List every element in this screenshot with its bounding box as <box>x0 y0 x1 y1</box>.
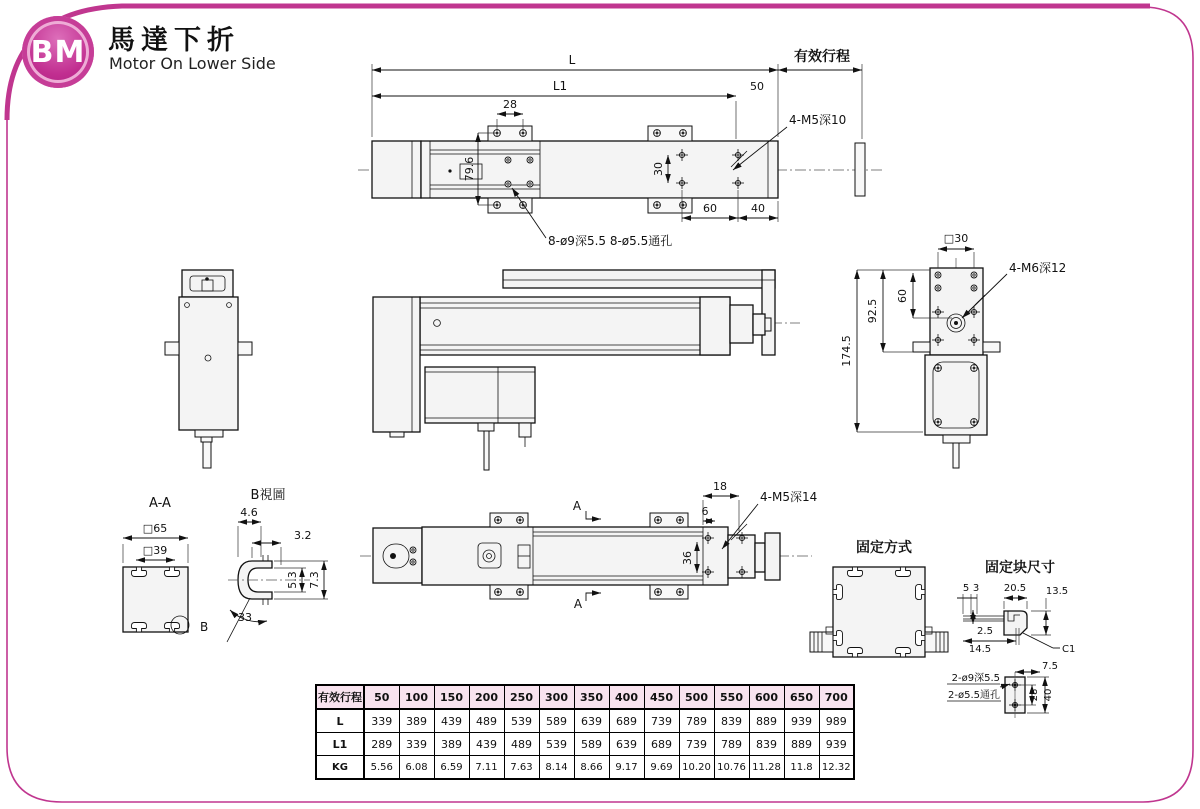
table-cell: 7.11 <box>469 756 504 780</box>
table-cell: 889 <box>749 709 784 733</box>
dim-92-5: 92.5 <box>866 298 879 324</box>
table-cell: 550 <box>714 685 749 709</box>
table-row-L1 <box>316 733 854 756</box>
table-cell: 7.63 <box>504 756 539 780</box>
table-cell: 939 <box>784 709 819 733</box>
page-title: 馬達下折 <box>108 25 240 56</box>
view-b-title: B視圖 <box>250 488 286 503</box>
dim-28: 28 <box>503 98 517 111</box>
dim-7-5: 7.5 <box>1042 661 1058 672</box>
table-cell: 489 <box>504 733 539 756</box>
bm-logo-text: BM <box>30 34 86 70</box>
dim-14-5: 14.5 <box>968 644 992 655</box>
hole-callout-8xd9: 8-ø9深5.5 8-ø5.5通孔 <box>548 234 673 248</box>
table-cell: 12.32 <box>819 756 854 780</box>
thread-callout-m5x14: 4-M5深14 <box>760 490 818 504</box>
dim-28: 28 <box>1029 688 1040 702</box>
table-cell: 639 <box>574 709 609 733</box>
clamp-block-left <box>810 627 833 652</box>
table-cell: 739 <box>679 733 714 756</box>
dim-6: 6 <box>701 505 709 518</box>
table-cell: 539 <box>539 733 574 756</box>
dim-40: 40 <box>1043 688 1054 702</box>
dim-sq65: □65 <box>142 522 168 535</box>
table-cell: 8.14 <box>539 756 574 780</box>
section-aa-title: A-A <box>149 496 171 511</box>
dim-5: 5 <box>962 583 970 594</box>
dim-L: L <box>568 53 576 67</box>
table-cell: 339 <box>364 709 399 733</box>
table-cell: 389 <box>434 733 469 756</box>
dim-30: 30 <box>652 162 665 176</box>
dim-174-5: 174.5 <box>840 335 853 367</box>
chamfer-c1: C1 <box>1062 644 1076 655</box>
table-cell: 839 <box>749 733 784 756</box>
table-header-row <box>316 685 854 709</box>
table-cell: 339 <box>399 733 434 756</box>
table-cell: 389 <box>399 709 434 733</box>
table-cell: 350 <box>574 685 609 709</box>
fixing-method-drawing <box>810 539 948 657</box>
table-cell: 500 <box>679 685 714 709</box>
dim-3-2: 3.2 <box>294 529 312 542</box>
dim-79-6: 79.6 <box>463 156 476 182</box>
table-cell: 439 <box>434 709 469 733</box>
table-cell: 539 <box>504 709 539 733</box>
table-cell: 650 <box>784 685 819 709</box>
front-view-drawing <box>840 232 1066 468</box>
table-cell: 589 <box>574 733 609 756</box>
side-view-drawing <box>373 270 800 470</box>
row-label: KG <box>316 756 364 780</box>
table-cell: 6.08 <box>399 756 434 780</box>
table-cell: 589 <box>539 709 574 733</box>
dim-L1: L1 <box>552 79 568 93</box>
dim-5-3: 5.3 <box>286 571 299 589</box>
table-cell: 789 <box>679 709 714 733</box>
section-mark-a-top: A <box>572 499 582 513</box>
dim-13-5: 13.5 <box>1045 586 1069 597</box>
dim-7-3: 7.3 <box>308 571 321 589</box>
table-cell: 989 <box>819 709 854 733</box>
table-cell: 889 <box>784 733 819 756</box>
table-cell: 200 <box>469 685 504 709</box>
table-cell: 700 <box>819 685 854 709</box>
table-cell: 439 <box>469 733 504 756</box>
thread-callout-m5x10: 4-M5深10 <box>789 113 847 127</box>
table-cell: 689 <box>609 709 644 733</box>
section-aa-drawing <box>123 496 208 634</box>
stroke-ghost-bar <box>855 143 865 196</box>
dim-20-5: 20.5 <box>1003 583 1027 594</box>
table-cell: 50 <box>364 685 399 709</box>
dim-40: 40 <box>751 202 765 215</box>
table-cell: 9.69 <box>644 756 679 780</box>
dim-sq39: □39 <box>142 544 168 557</box>
top-view-drawing <box>358 48 882 248</box>
fixing-block-title: 固定块尺寸 <box>985 560 1055 576</box>
table-cell: 839 <box>714 709 749 733</box>
table-header-stroke: 有效行程 <box>316 685 364 709</box>
dim-33: 33 <box>238 611 252 624</box>
view-b-drawing <box>227 488 328 642</box>
table-row-L <box>316 709 854 733</box>
table-cell: 639 <box>609 733 644 756</box>
row-label: L <box>316 709 364 733</box>
dim-36: 36 <box>681 551 694 565</box>
table-cell: 450 <box>644 685 679 709</box>
table-cell: 5.56 <box>364 756 399 780</box>
dim-2-5: 2.5 <box>977 626 993 637</box>
table-cell: 10.76 <box>714 756 749 780</box>
dim-60: 60 <box>703 202 717 215</box>
table-cell: 11.28 <box>749 756 784 780</box>
dim-60-front: 60 <box>896 289 909 303</box>
dim-3: 3 <box>972 583 980 594</box>
table-cell: 600 <box>749 685 784 709</box>
left-end-view-drawing <box>165 270 252 468</box>
table-cell: 939 <box>819 733 854 756</box>
table-cell: 8.66 <box>574 756 609 780</box>
table-cell: 150 <box>434 685 469 709</box>
dim-50: 50 <box>750 80 764 93</box>
hole-callout-2xd9: 2-ø9深5.5 <box>951 673 1000 684</box>
table-cell: 289 <box>364 733 399 756</box>
fixing-method-title: 固定方式 <box>856 540 912 556</box>
fixing-block-drawing <box>947 559 1075 718</box>
hole-callout-2xd5-5: 2-ø5.5通孔 <box>948 690 1000 701</box>
table-cell: 6.59 <box>434 756 469 780</box>
dim-18: 18 <box>713 480 727 493</box>
table-cell: 400 <box>609 685 644 709</box>
table-row-KG <box>316 756 854 780</box>
table-cell: 11.8 <box>784 756 819 780</box>
clamp-block-right <box>925 627 948 652</box>
dim-sq30: □30 <box>943 232 969 245</box>
dim-4-6: 4.6 <box>240 506 258 519</box>
table-cell: 789 <box>714 733 749 756</box>
thread-callout-m6x12: 4-M6深12 <box>1009 261 1067 275</box>
spec-table <box>315 684 855 780</box>
table-cell: 10.20 <box>679 756 714 780</box>
table-cell: 100 <box>399 685 434 709</box>
bottom-view-drawing <box>360 480 817 611</box>
label-effective-stroke: 有效行程 <box>794 49 850 65</box>
table-cell: 250 <box>504 685 539 709</box>
page-subtitle: Motor On Lower Side <box>109 54 276 73</box>
detail-marker-b: B <box>200 620 209 634</box>
table-cell: 689 <box>644 733 679 756</box>
table-cell: 489 <box>469 709 504 733</box>
row-label: L1 <box>316 733 364 756</box>
table-cell: 300 <box>539 685 574 709</box>
section-mark-a-bottom: A <box>573 597 583 611</box>
table-cell: 9.17 <box>609 756 644 780</box>
table-cell: 739 <box>644 709 679 733</box>
